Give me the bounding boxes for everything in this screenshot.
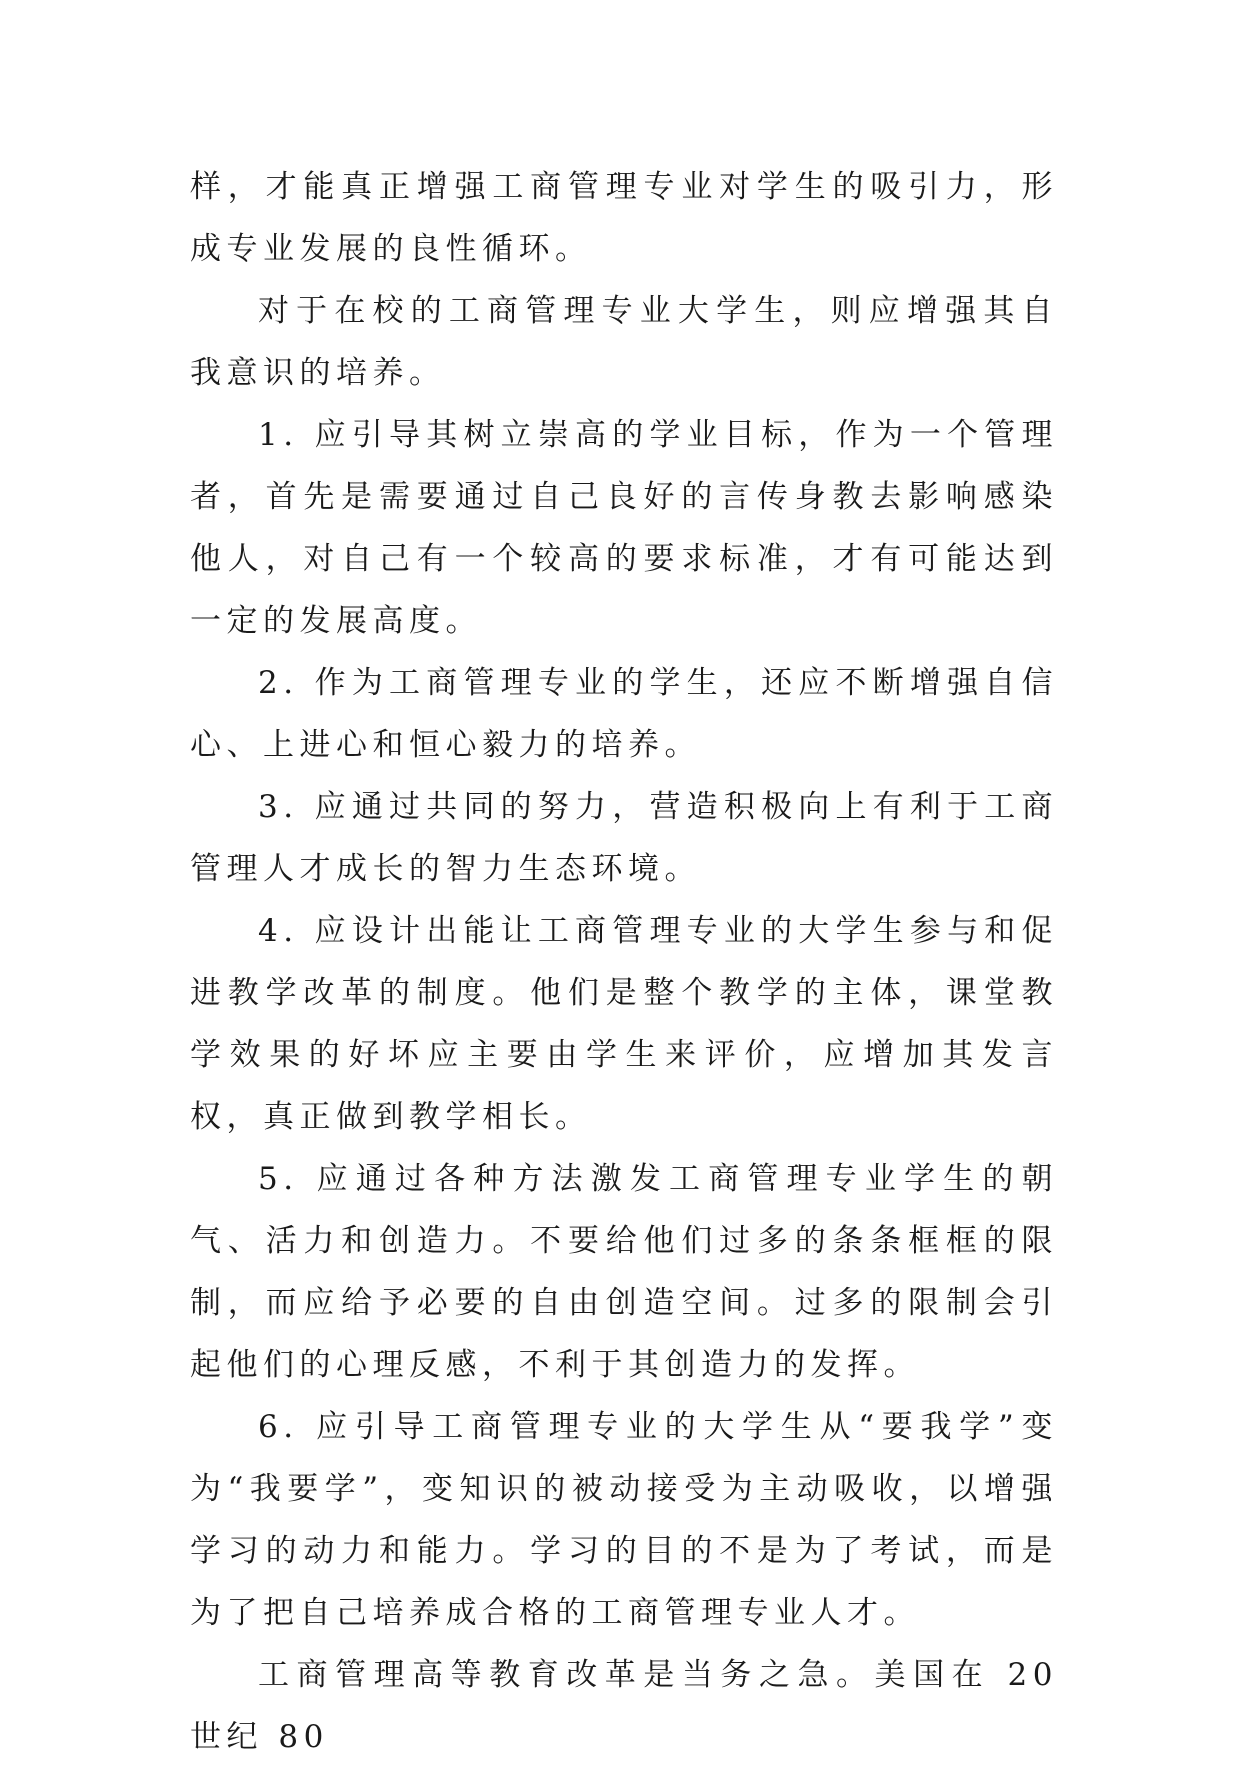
paragraph-item-6: 6. 应引导工商管理专业的大学生从“要我学”变为“我要学”，变知识的被动接受为主动吸收，以增强学习的动力和能力。学习的目的不是为了考试，而是为了把自己培养成合格的工商管理专业人才。 (190, 1409, 1058, 1631)
paragraph-item-1: 1. 应引导其树立崇高的学业目标，作为一个管理者，首先是需要通过自己良好的言传身教去影响感染他人，对自己有一个较高的要求标准，才有可能达到一定的发展高度。 (190, 417, 1058, 639)
paragraph-item-4: 4. 应设计出能让工商管理专业的大学生参与和促进教学改革的制度。他们是整个教学的主体，课堂教学效果的好坏应主要由学生来评价，应增加其发言权，真正做到教学相长。 (190, 913, 1058, 1135)
paragraph-item-2: 2. 作为工商管理专业的学生，还应不断增强自信心、上进心和恒心毅力的培养。 (190, 665, 1058, 763)
paragraph-reform: 工商管理高等教育改革是当务之急。美国在 20 世纪 80 (190, 1657, 1058, 1755)
document-body (190, 156, 1058, 1768)
paragraph-item-5: 5. 应通过各种方法激发工商管理专业学生的朝气、活力和创造力。不要给他们过多的条条框框的限制，而应给予必要的自由创造空间。过多的限制会引起他们的心理反感，不利于其创造力的发挥。 (190, 1161, 1058, 1383)
paragraph-self-awareness: 对于在校的工商管理专业大学生，则应增强其自我意识的培养。 (190, 293, 1058, 391)
paragraph-continuation: 样，才能真正增强工商管理专业对学生的吸引力，形成专业发展的良性循环。 (190, 169, 1058, 267)
paragraph-item-3: 3. 应通过共同的努力，营造积极向上有利于工商管理人才成长的智力生态环境。 (190, 789, 1058, 887)
